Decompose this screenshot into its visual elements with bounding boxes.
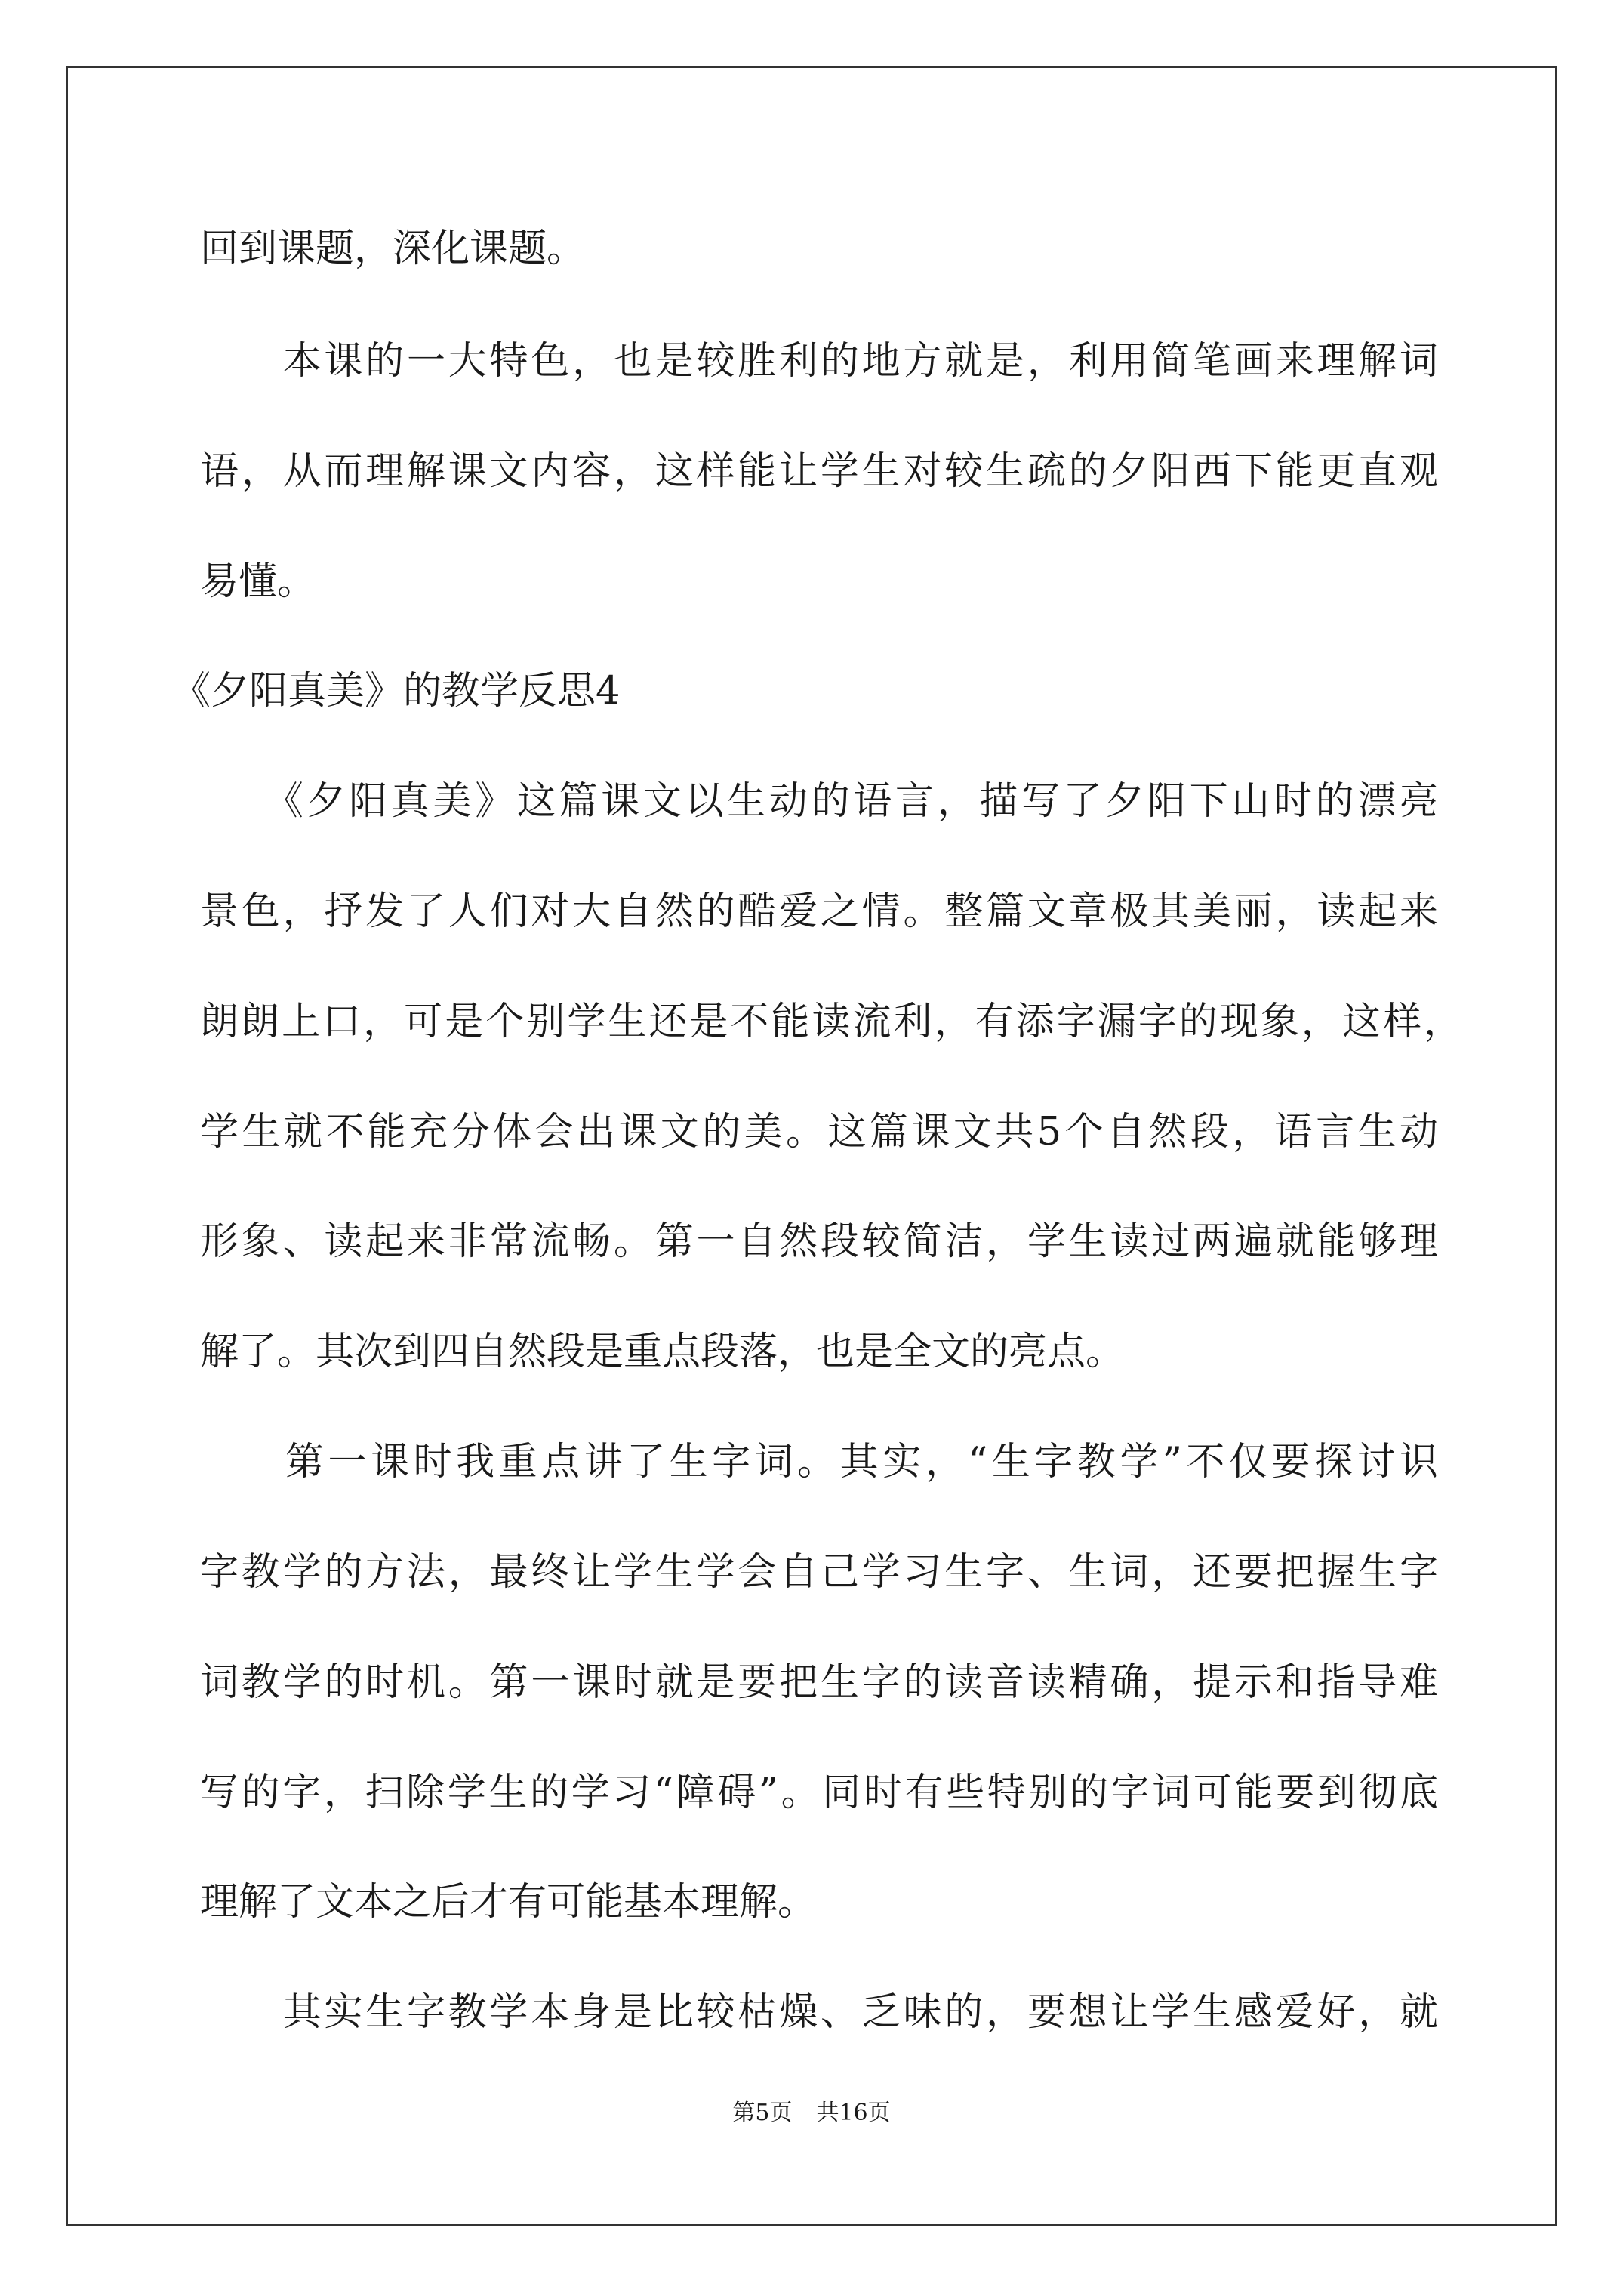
- text-line: 本课的一大特色，也是较胜利的地方就是，利用简笔画来理解词: [200, 339, 1438, 384]
- text-line: 易懂。: [200, 559, 316, 604]
- page-footer: [0, 2102, 1623, 2125]
- text-line: 《夕阳真美》这篇课文以生动的语言，描写了夕阳下山时的漂亮: [200, 779, 1438, 824]
- text-line: 景色，抒发了人们对大自然的酷爱之情。整篇文章极其美丽，读起来: [200, 889, 1438, 934]
- page-number: 第5页: [732, 2100, 793, 2126]
- section-heading: 《夕阳真美》的教学反思4: [172, 669, 621, 713]
- text-line: 形象、读起来非常流畅。第一自然段较简洁，学生读过两遍就能够理: [200, 1219, 1438, 1264]
- text-line: 词教学的时机。第一课时就是要把生字的读音读精确，提示和指导难: [200, 1660, 1438, 1705]
- text-line: 朗朗上口，可是个别学生还是不能读流利，有添字漏字的现象，这样，: [200, 1000, 1462, 1044]
- text-line: 其实生字教学本身是比较枯燥、乏味的，要想让学生感爱好，就: [200, 1990, 1438, 2035]
- text-line: 语，从而理解课文内容，这样能让学生对较生疏的夕阳西下能更直观: [200, 449, 1438, 494]
- text-line: 理解了文本之后才有可能基本理解。: [200, 1880, 817, 1925]
- text-line: 字教学的方法，最终让学生学会自己学习生字、生词，还要把握生字: [200, 1550, 1438, 1595]
- text-line: 第一课时我重点讲了生字词。其实，“生字教学”不仅要探讨识: [200, 1440, 1438, 1484]
- text-line: 写的字，扫除学生的学习“障碍”。同时有些特别的字词可能要到彻底: [200, 1771, 1438, 1815]
- text-line: 回到课题，深化课题。: [200, 227, 586, 271]
- page-total: 共16页: [816, 2100, 891, 2126]
- text-line: 解了。其次到四自然段是重点段落，也是全文的亮点。: [200, 1330, 1125, 1374]
- text-line: 学生就不能充分体会出课文的美。这篇课文共5个自然段，语言生动: [200, 1110, 1438, 1154]
